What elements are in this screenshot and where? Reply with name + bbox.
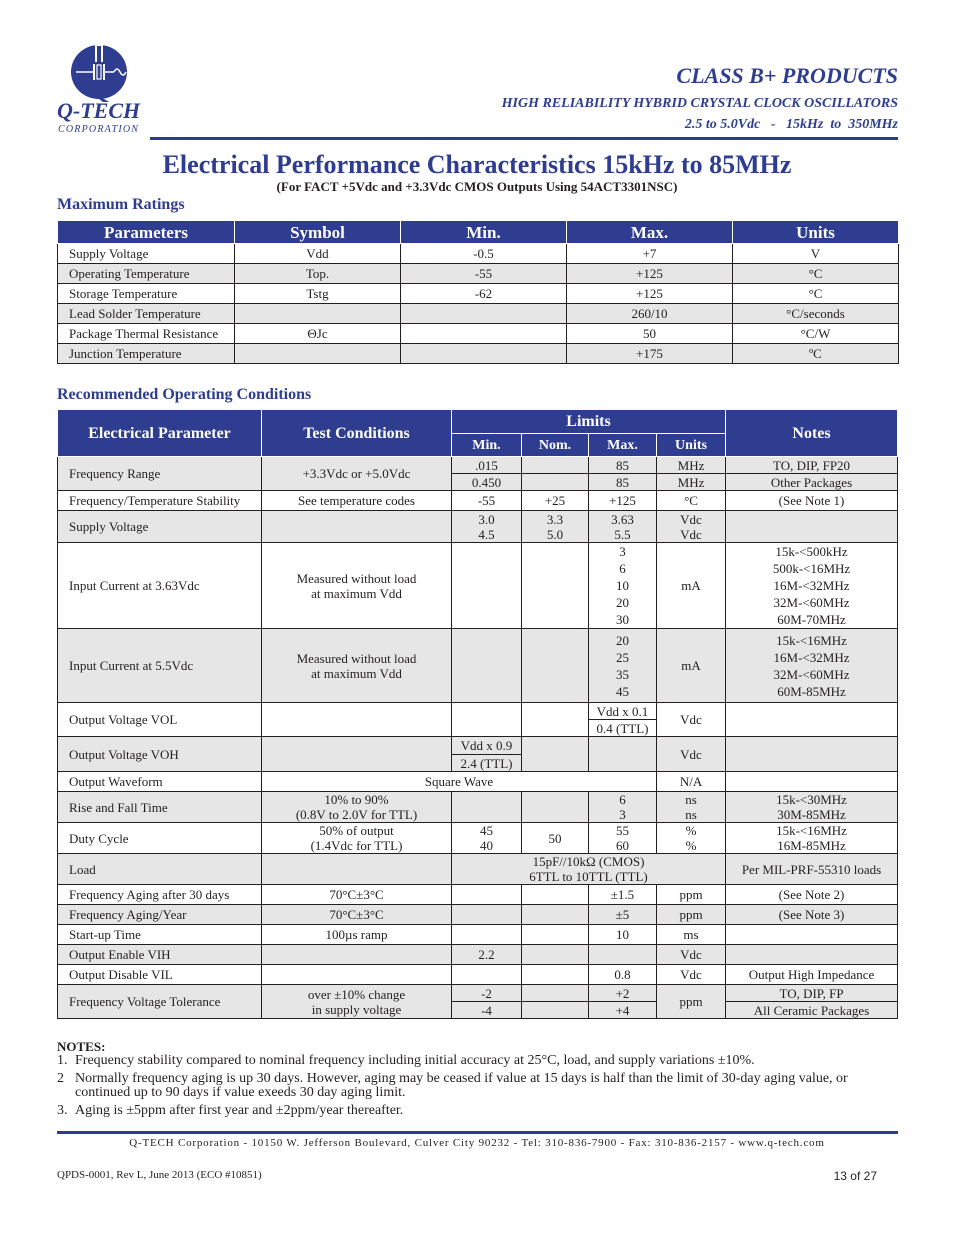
test-cell: over ±10% change in supply voltage: [262, 985, 452, 1019]
table-row: [58, 792, 898, 823]
test-cell: See temperature codes: [262, 491, 452, 511]
value-cell: [522, 543, 589, 629]
value-cell: [522, 965, 589, 985]
param-cell: Lead Solder Temperature: [58, 304, 235, 324]
value-cell: [401, 304, 567, 324]
notes-cell: [726, 511, 898, 543]
notes-cell: 15k-<500kHz 500k-<16MHz 16M-<32MHz 32M-<60MHz 60M-70MHz: [726, 543, 898, 629]
col-header: Units: [733, 221, 899, 244]
note-number: 2: [57, 1071, 64, 1086]
value-cell: [522, 985, 589, 1002]
param-cell: Output Disable VIL: [58, 965, 262, 985]
col-notes: Notes: [726, 410, 898, 457]
value-cell: .015: [452, 457, 522, 474]
value-cell: ppm: [657, 905, 726, 925]
test-cell: Measured without load at maximum Vdd: [262, 543, 452, 629]
table-row: [58, 324, 899, 344]
value-cell: 10: [589, 925, 657, 945]
value-cell: ppm: [657, 885, 726, 905]
value-cell: °C/W: [733, 324, 899, 344]
param-cell: Storage Temperature: [58, 284, 235, 304]
note-item: [57, 1104, 897, 1118]
value-cell: ms: [657, 925, 726, 945]
notes-cell: [726, 772, 898, 792]
table-row: [58, 284, 899, 304]
value-cell: -0.5: [401, 244, 567, 264]
value-cell: [452, 885, 522, 905]
test-cell: +3.3Vdc or +5.0Vdc: [262, 457, 452, 491]
value-cell: ±1.5: [589, 885, 657, 905]
param-cell: Output Waveform: [58, 772, 262, 792]
param-cell: Operating Temperature: [58, 264, 235, 284]
param-cell: Junction Temperature: [58, 344, 235, 364]
value-cell: Square Wave: [262, 772, 657, 792]
company-corporation: CORPORATION: [58, 124, 140, 135]
param-cell: Input Current at 3.63Vdc: [58, 543, 262, 629]
note-text: Aging is ±5ppm after first year and ±2ppm/year thereafter.: [75, 1103, 404, 1118]
table-row: [58, 304, 899, 324]
param-cell: Package Thermal Resistance: [58, 324, 235, 344]
value-cell: ppm: [657, 985, 726, 1019]
test-cell: [262, 703, 452, 737]
param-cell: Duty Cycle: [58, 823, 262, 854]
table-row: [58, 823, 898, 854]
param-cell: Frequency Aging after 30 days: [58, 885, 262, 905]
page-subtitle: (For FACT +5Vdc and +3.3Vdc CMOS Outputs Using 54ACT3301NSC): [276, 179, 678, 194]
notes-cell: 15k-<30MHz 30M-85MHz: [726, 792, 898, 823]
notes-cell: 15k-<16MHz 16M-85MHz: [726, 823, 898, 854]
value-cell: [522, 1002, 589, 1019]
value-cell: MHz: [657, 457, 726, 474]
notes-cell: TO, DIP, FP20: [726, 457, 898, 474]
table-row: [58, 491, 898, 511]
value-cell: [522, 792, 589, 823]
notes-cell: 15k-<16MHz 16M-<32MHz 32M-<60MHz 60M-85MHz: [726, 629, 898, 703]
value-cell: [522, 885, 589, 905]
header-range: 2.5 to 5.0Vdc - 15kHz to 350MHz: [684, 117, 898, 132]
value-cell: [522, 925, 589, 945]
value-cell: [262, 965, 452, 985]
value-cell: 0.4 (TTL): [589, 720, 657, 737]
value-cell: [452, 905, 522, 925]
value-cell: mA: [657, 543, 726, 629]
test-cell: 10% to 90% (0.8V to 2.0V for TTL): [262, 792, 452, 823]
max-ratings-heading: Maximum Ratings: [57, 196, 185, 213]
param-cell: Frequency/Temperature Stability: [58, 491, 262, 511]
value-cell: 2.4 (TTL): [452, 755, 522, 772]
value-cell: +175: [567, 344, 733, 364]
table-row: [58, 965, 898, 985]
param-cell: Start-up Time: [58, 925, 262, 945]
col-header: Symbol: [235, 221, 401, 244]
notes-list: [57, 1054, 897, 1122]
value-cell: Tstg: [235, 284, 401, 304]
max-ratings-table: [57, 220, 899, 364]
value-cell: -55: [452, 491, 522, 511]
value-cell: [452, 543, 522, 629]
notes-cell: (See Note 3): [726, 905, 898, 925]
notes-cell: TO, DIP, FP: [726, 985, 898, 1002]
param-cell: Input Current at 5.5Vdc: [58, 629, 262, 703]
value-cell: [452, 703, 522, 737]
table-row: [58, 925, 898, 945]
value-cell: +125: [567, 284, 733, 304]
value-cell: [235, 304, 401, 324]
company-name: Q-TECH: [57, 98, 141, 123]
param-cell: Frequency Voltage Tolerance: [58, 985, 262, 1019]
value-cell: 70°C±3°C: [262, 885, 452, 905]
value-cell: +125: [589, 491, 657, 511]
value-cell: [452, 925, 522, 945]
test-cell: [262, 511, 452, 543]
value-cell: Vdd: [235, 244, 401, 264]
table-row: [58, 543, 898, 629]
footer-rule: [57, 1131, 898, 1134]
value-cell: Vdd x 0.9: [452, 737, 522, 755]
table-row: [58, 344, 899, 364]
param-cell: Supply Voltage: [58, 511, 262, 543]
param-cell: Rise and Fall Time: [58, 792, 262, 823]
col-header: Parameters: [58, 221, 235, 244]
value-cell: °C: [657, 491, 726, 511]
value-cell: Vdc: [657, 945, 726, 965]
table-row: [58, 737, 898, 755]
col-header: Min.: [401, 221, 567, 244]
table-row: [58, 772, 898, 792]
table-row: [58, 854, 898, 885]
table-row: [58, 457, 898, 474]
notes-cell: [726, 703, 898, 737]
value-cell: 85: [589, 457, 657, 474]
value-cell: °C: [733, 264, 899, 284]
value-cell: [401, 344, 567, 364]
value-cell: +2: [589, 985, 657, 1002]
value-cell: -2: [452, 985, 522, 1002]
col-header: Max.: [567, 221, 733, 244]
col-limits: Limits: [452, 410, 726, 434]
value-cell: 15pF//10kΩ (CMOS) 6TTL to 10TTL (TTL): [452, 854, 726, 885]
roc-table: [57, 409, 898, 1019]
notes-cell: (See Note 1): [726, 491, 898, 511]
test-cell: [262, 737, 452, 772]
note-text: Frequency stability compared to nominal frequency including initial accuracy at 25°C, load, and supply variations ±10%.: [75, 1053, 755, 1068]
value-cell: 6 3: [589, 792, 657, 823]
table-row: [58, 629, 898, 703]
value-cell: [452, 965, 522, 985]
param-cell: Frequency Aging/Year: [58, 905, 262, 925]
value-cell: -55: [401, 264, 567, 284]
value-cell: ΘJc: [235, 324, 401, 344]
value-cell: 3.63 5.5: [589, 511, 657, 543]
col-electrical-parameter: Electrical Parameter: [58, 410, 262, 457]
value-cell: [522, 737, 589, 772]
value-cell: Vdc Vdc: [657, 511, 726, 543]
table-row: [58, 511, 898, 543]
header-subtitle: HIGH RELIABILITY HYBRID CRYSTAL CLOCK OSCILLATORS: [501, 96, 898, 111]
value-cell: Vdc: [657, 965, 726, 985]
table-row: [58, 244, 899, 264]
notes-cell: All Ceramic Packages: [726, 1002, 898, 1019]
roc-heading: Recommended Operating Conditions: [57, 386, 312, 403]
page-number: 13 of 27: [833, 1169, 877, 1183]
value-cell: [522, 457, 589, 474]
value-cell: 3.0 4.5: [452, 511, 522, 543]
col-nom: Nom.: [522, 434, 589, 457]
value-cell: [589, 737, 657, 772]
value-cell: 2.2: [452, 945, 522, 965]
value-cell: 3 6 10 20 30: [589, 543, 657, 629]
param-cell: Output Voltage VOH: [58, 737, 262, 772]
table-row: [58, 264, 899, 284]
notes-cell: [726, 737, 898, 772]
table-row: [58, 945, 898, 965]
value-cell: °C: [733, 284, 899, 304]
value-cell: 0.450: [452, 474, 522, 491]
max-ratings-header-row: [58, 221, 899, 244]
value-cell: 70°C±3°C: [262, 905, 452, 925]
value-cell: [262, 945, 452, 965]
col-test-conditions: Test Conditions: [262, 410, 452, 457]
notes-cell: Output High Impedance: [726, 965, 898, 985]
notes-cell: [726, 925, 898, 945]
value-cell: MHz: [657, 474, 726, 491]
value-cell: 260/10: [567, 304, 733, 324]
value-cell: [452, 792, 522, 823]
param-cell: Load: [58, 854, 262, 885]
value-cell: Vdc: [657, 703, 726, 737]
value-cell: 0.8: [589, 965, 657, 985]
notes-cell: Other Packages: [726, 474, 898, 491]
value-cell: +4: [589, 1002, 657, 1019]
value-cell: N/A: [657, 772, 726, 792]
value-cell: 55 60: [589, 823, 657, 854]
value-cell: 3.3 5.0: [522, 511, 589, 543]
notes-cell: (See Note 2): [726, 885, 898, 905]
note-item: [57, 1072, 897, 1100]
value-cell: 50: [522, 823, 589, 854]
value-cell: [522, 474, 589, 491]
note-number: 3.: [57, 1103, 68, 1118]
value-cell: [522, 703, 589, 737]
value-cell: [235, 344, 401, 364]
param-cell: Frequency Range: [58, 457, 262, 491]
value-cell: °C/seconds: [733, 304, 899, 324]
value-cell: ºC: [733, 344, 899, 364]
note-text: Normally frequency aging is up 30 days. However, aging may be ceased if value at 15 days is half than the limit of 30-day aging value, or continued up to 90 days if value exeeds 30 day aging limit.: [75, 1071, 848, 1100]
value-cell: [589, 945, 657, 965]
value-cell: 85: [589, 474, 657, 491]
value-cell: Vdc: [657, 737, 726, 772]
value-cell: +125: [567, 264, 733, 284]
page-title: Electrical Performance Characteristics 15kHz to 85MHz: [162, 150, 792, 179]
value-cell: 100µs ramp: [262, 925, 452, 945]
notes-cell: [726, 945, 898, 965]
value-cell: 20 25 35 45: [589, 629, 657, 703]
table-row: [58, 905, 898, 925]
value-cell: [522, 945, 589, 965]
value-cell: V: [733, 244, 899, 264]
value-cell: -4: [452, 1002, 522, 1019]
value-cell: -62: [401, 284, 567, 304]
value-cell: +7: [567, 244, 733, 264]
value-cell: [452, 629, 522, 703]
col-max: Max.: [589, 434, 657, 457]
value-cell: 45 40: [452, 823, 522, 854]
class-title: CLASS B+ PRODUCTS: [676, 63, 898, 88]
value-cell: +25: [522, 491, 589, 511]
doc-number: QPDS-0001, Rev L, June 2013 (ECO #10851): [57, 1169, 262, 1181]
note-number: 1.: [57, 1053, 68, 1068]
value-cell: [522, 905, 589, 925]
param-cell: Output Enable VIH: [58, 945, 262, 965]
value-cell: Vdd x 0.1: [589, 703, 657, 720]
value-cell: ±5: [589, 905, 657, 925]
notes-cell: Per MIL-PRF-55310 loads: [726, 854, 898, 885]
footer-address: Q-TECH Corporation - 10150 W. Jefferson Boulevard, Culver City 90232 - Tel: 310-836-7900 - Fax: 310-836-2157 - www.q-tech.com: [129, 1137, 825, 1149]
value-cell: ns ns: [657, 792, 726, 823]
test-cell: Measured without load at maximum Vdd: [262, 629, 452, 703]
value-cell: [401, 324, 567, 344]
col-min: Min.: [452, 434, 522, 457]
param-cell: Output Voltage VOL: [58, 703, 262, 737]
value-cell: mA: [657, 629, 726, 703]
value-cell: 50: [567, 324, 733, 344]
notes-heading: NOTES:: [57, 1039, 106, 1054]
note-item: [57, 1054, 897, 1068]
value-cell: % %: [657, 823, 726, 854]
value-cell: Top.: [235, 264, 401, 284]
col-units: Units: [657, 434, 726, 457]
table-row: [58, 985, 898, 1002]
header-rule: [150, 137, 898, 140]
value-cell: [522, 629, 589, 703]
test-cell: [262, 854, 452, 885]
test-cell: 50% of output (1.4Vdc for TTL): [262, 823, 452, 854]
table-row: [58, 885, 898, 905]
table-row: [58, 703, 898, 720]
param-cell: Supply Voltage: [58, 244, 235, 264]
